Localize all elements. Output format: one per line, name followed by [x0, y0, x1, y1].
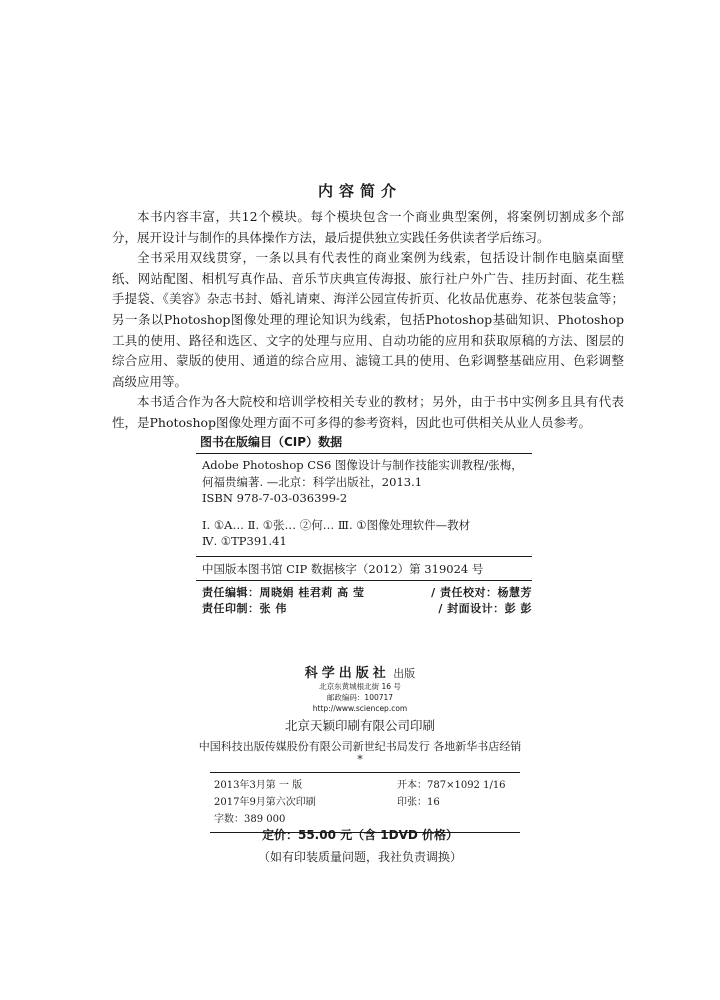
responsible-editor: 责任编辑：周晓娟 桂君莉 高 莹 [202, 585, 365, 599]
publisher-postcode: 邮政编码：100717 [326, 693, 394, 702]
publisher-suffix: 出版 [393, 667, 416, 680]
cip-record [196, 453, 532, 557]
printed-sheets: 印张：16 [397, 797, 440, 808]
cover-designer: / 封面设计：彭 彭 [438, 601, 532, 615]
cip-subject-line-2: Ⅳ. ①TP391.41 [202, 534, 287, 548]
edition-info [210, 772, 520, 833]
printing-supervisor: 责任印制：张 伟 [202, 601, 287, 615]
cip-spacer [202, 507, 532, 517]
quality-notice: （如有印装质量问题，我社负责调换） [257, 850, 462, 864]
summary-paragraph-3: 本书适合作为各大院校和培训学校相关专业的教材；另外，由于书中实例多且具有代表性，是Photoshop图像处理方面不可多得的参考资料，因此也可供相关从业人员参考。 [112, 394, 624, 430]
book-format: 开本：787×1092 1/16 [397, 780, 506, 791]
cip-entry-line-1: Adobe Photoshop CS6 图像设计与制作技能实训教程/张梅， [202, 458, 523, 472]
price: 定价：55.00 元（含 1DVD 价格） [261, 828, 459, 842]
publisher-address: 北京东黄城根北街 16 号 [319, 682, 401, 691]
proofreader: / 责任校对：杨慧芳 [431, 585, 532, 599]
printer: 北京天颖印刷有限公司印刷 [284, 718, 435, 733]
summary-paragraph-2: 全书采用双线贯穿，一条以具有代表性的商业案例为线索，包括设计制作电脑桌面壁纸、网站配图、相机写真作品、音乐节庆典宣传海报、旅行社户外广告、挂历封面、花生糕手提袋、《美容》杂志书封、婚礼请柬、海洋公园宣传折页、化妆品优惠券、花茶包装盒等；另一条以Photoshop图像处理的理论知识为线索，包括Photoshop基础知识、Photoshop工具的使用、路径和选区、文字的处理与应用、自动功能的应用和获取原稿的方法、图层的综合应用、蒙版的使用、通道的综合应用、滤镜工具的使用、色彩调整基础应用、色彩调整高级应用等。 [112, 250, 624, 389]
cip-subject-line-1: Ⅰ. ①A… Ⅱ. ①张… ②何… Ⅲ. ①图像处理软件—教材 [202, 517, 471, 532]
staff-row-2 [202, 601, 532, 617]
edition-row-2 [210, 794, 520, 811]
cip-heading: 图书在版编目（CIP）数据 [200, 435, 343, 449]
cip-entry-line-2: 何福贵编著. —北京：科学出版社，2013.1 [202, 474, 423, 489]
staff-row-1 [202, 585, 532, 601]
cip-isbn: ISBN 978-7-03-036399-2 [202, 491, 348, 505]
staff-credits [196, 581, 532, 617]
separator-star: * [357, 753, 363, 766]
summary-title: 内容简介 [317, 182, 402, 200]
edition-row-1 [210, 777, 520, 794]
first-edition: 2013年3月第 一 版 [214, 780, 303, 791]
word-count: 字数：389 000 [214, 814, 286, 825]
cip-block [196, 433, 532, 617]
publisher-name: 科学出版社 [304, 666, 390, 681]
summary-body [112, 207, 624, 434]
summary-paragraph-1: 本书内容丰富，共12个模块。每个模块包含一个商业典型案例，将案例切割成多个部分，展开设计与制作的具体操作方法，最后提供独立实践任务供读者学后练习。 [112, 209, 624, 245]
cip-data-note: 中国版本图书馆 CIP 数据核字（2012）第 319024 号 [196, 557, 532, 581]
distributor: 中国科技出版传媒股份有限公司新世纪书局发行 各地新华书店经销 [198, 740, 522, 753]
publisher-url: http://www.sciencep.com [312, 704, 408, 713]
publisher-block [0, 662, 720, 766]
publisher-line [0, 662, 720, 681]
reprint: 2017年9月第六次印刷 [214, 797, 316, 808]
